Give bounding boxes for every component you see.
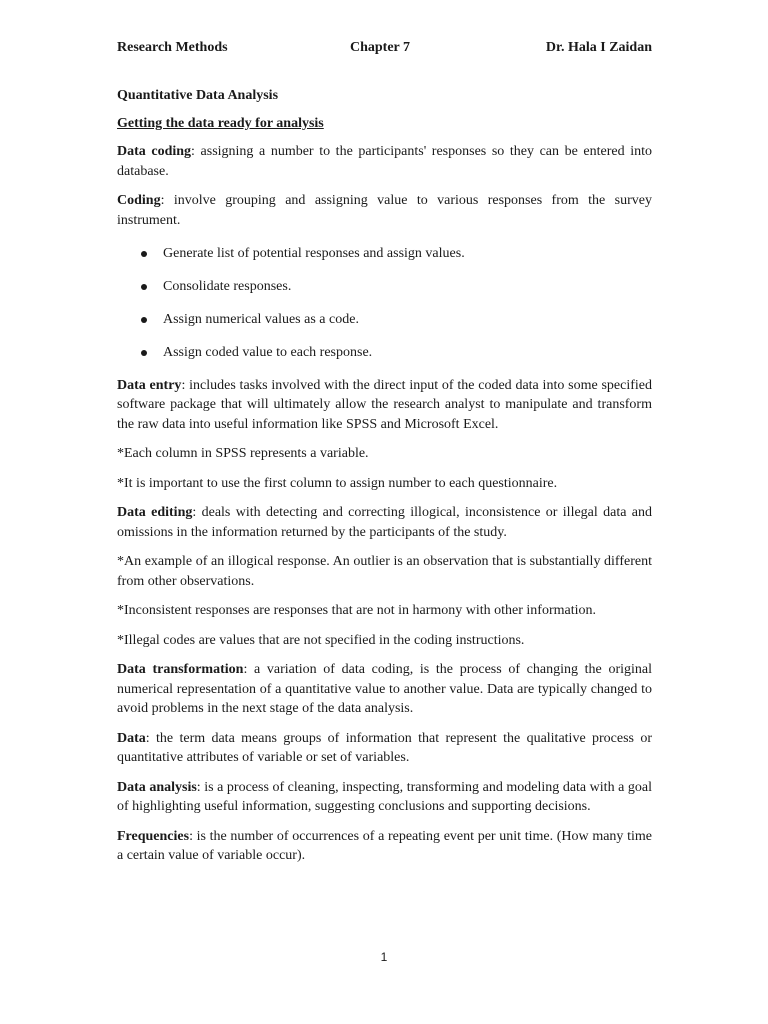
definition-frequencies: : is the number of occurrences of a repeating event per unit time. (How many time a certain value of variable occur). — [117, 828, 652, 864]
paragraph-data-editing — [117, 503, 652, 542]
paragraph-data-analysis — [117, 778, 652, 817]
bullet-icon — [141, 251, 147, 257]
definition-data-transformation: : a variation of data coding, is the process of changing the original numerical representation of a quantitative value to another value. Data are typically changed to avoid problems in the next stage of the data analysis. — [117, 662, 652, 717]
note-first-column: *It is important to use the first column to assign number to each questionnaire. — [117, 475, 558, 491]
term-data: Data — [117, 730, 146, 746]
note-illogical-response: *An example of an illogical response. An outlier is an observation that is substantially different from other observations. — [117, 554, 652, 589]
list-item — [117, 343, 652, 363]
paragraph-frequencies — [117, 827, 652, 866]
document-page — [117, 40, 652, 866]
term-data-analysis: Data analysis — [117, 779, 197, 795]
paragraph-data — [117, 729, 652, 768]
bullet-icon — [141, 350, 147, 356]
section-heading: Getting the data ready for analysis — [117, 116, 324, 131]
header-author: Dr. Hala I Zaidan — [545, 40, 652, 55]
page-header — [117, 40, 652, 62]
header-course-title: Research Methods — [117, 40, 228, 55]
definition-coding: : involve grouping and assigning value to various responses from the survey instrument. — [117, 193, 652, 228]
list-item — [117, 310, 652, 330]
term-data-transformation: Data transformation — [117, 662, 244, 678]
note-spss-column: *Each column in SPSS represents a variable. — [117, 446, 369, 462]
list-item-text: Assign numerical values as a code. — [163, 312, 359, 328]
list-item-text: Assign coded value to each response. — [163, 345, 373, 361]
list-item — [117, 277, 652, 297]
term-frequencies: Frequencies — [117, 828, 190, 844]
definition-data-analysis: : is a process of cleaning, inspecting, transforming and modeling data with a goal of highlighting useful information, suggesting conclusions and supporting decisions. — [117, 779, 653, 815]
term-data-entry: Data entry — [117, 377, 182, 393]
list-item — [117, 244, 652, 264]
definition-data-coding: : assigning a number to the participants' responses so they can be entered into database. — [117, 144, 652, 179]
bullet-icon — [141, 317, 147, 323]
bullet-icon — [141, 284, 147, 290]
term-coding: Coding — [117, 193, 161, 208]
document-title: Quantitative Data Analysis — [117, 88, 279, 103]
term-data-editing: Data editing — [117, 505, 193, 521]
definition-data: : the term data means groups of information that represent the qualitative process or quantitative attributes of variable or set of variables. — [117, 730, 652, 766]
list-item-text: Generate list of potential responses and assign values. — [163, 246, 465, 261]
definition-data-editing: : deals with detecting and correcting illogical, inconsistence or illegal data and omissions in the information returned by the participants of the study. — [117, 505, 653, 540]
definition-data-entry: : includes tasks involved with the direct input of the coded data into some specified software package that will ultimately allow the research analyst to manipulate and transform the raw data into useful information like SPSS and Microsoft Excel. — [117, 377, 652, 432]
page-number: 1 — [380, 950, 388, 964]
paragraph-data-coding — [117, 142, 652, 181]
list-item-text: Consolidate responses. — [163, 279, 292, 295]
paragraph-data-transformation — [117, 660, 652, 719]
note-illegal-codes: *Illegal codes are values that are not specified in the coding instructions. — [117, 632, 525, 648]
paragraph-data-entry — [117, 376, 652, 435]
coding-steps-list — [117, 244, 652, 363]
note-inconsistent-response: *Inconsistent responses are responses that are not in harmony with other information. — [117, 603, 596, 619]
paragraph-coding — [117, 191, 652, 230]
header-chapter: Chapter 7 — [350, 40, 411, 55]
term-data-coding: Data coding — [117, 144, 192, 159]
